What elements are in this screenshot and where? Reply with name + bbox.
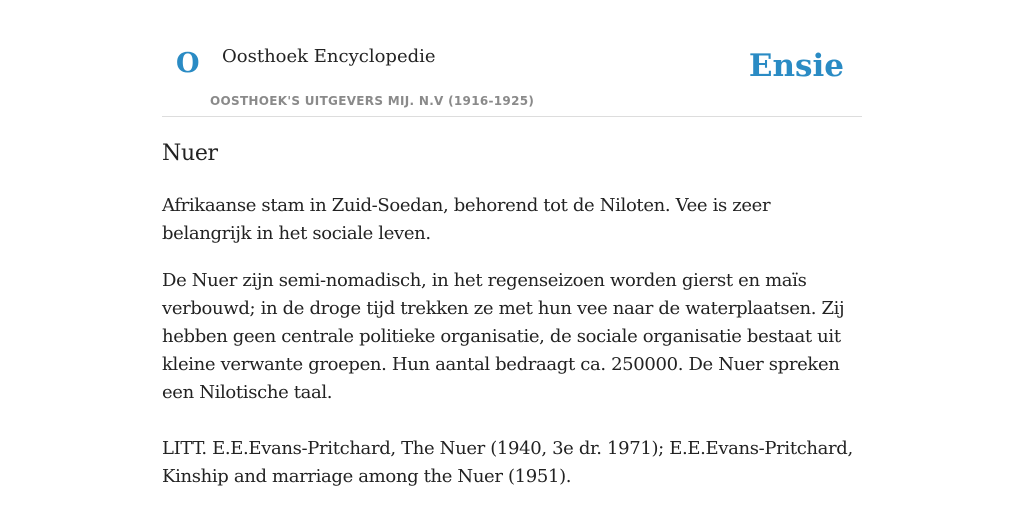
spacer <box>162 426 862 435</box>
source-logo-icon[interactable]: O <box>176 48 200 79</box>
article <box>162 138 862 510</box>
article-paragraph: De Nuer zijn semi-nomadisch, in het regenseizoen worden gierst en maïs verbouwd; in de droge tijd trekken ze met hun vee naar de waterplaatsen. Zij hebben geen centrale politieke organisatie, de sociale organisatie bestaat uit kleine verwante groepen. Hun aantal bedraagt ca. 250000. De Nuer spreken een Nilotische taal. <box>162 270 845 403</box>
ensie-brand-link[interactable]: Ensie <box>748 48 844 84</box>
article-title: Nuer <box>162 141 218 166</box>
publisher-label: OOSTHOEK'S UITGEVERS MIJ. N.V (1916-1925) <box>210 94 535 108</box>
source-title[interactable]: Oosthoek Encyclopedie <box>222 46 436 67</box>
article-paragraph: Afrikaanse stam in Zuid-Soedan, behorend tot de Niloten. Vee is zeer belangrijk in het sociale leven. <box>162 195 771 244</box>
page <box>162 0 862 512</box>
literature-reference: LITT. E.E.Evans-Pritchard, The Nuer (1940, 3e dr. 1971); E.E.Evans-Pritchard, Kinship and marriage among the Nuer (1951). <box>162 438 853 487</box>
source-header <box>162 0 862 117</box>
